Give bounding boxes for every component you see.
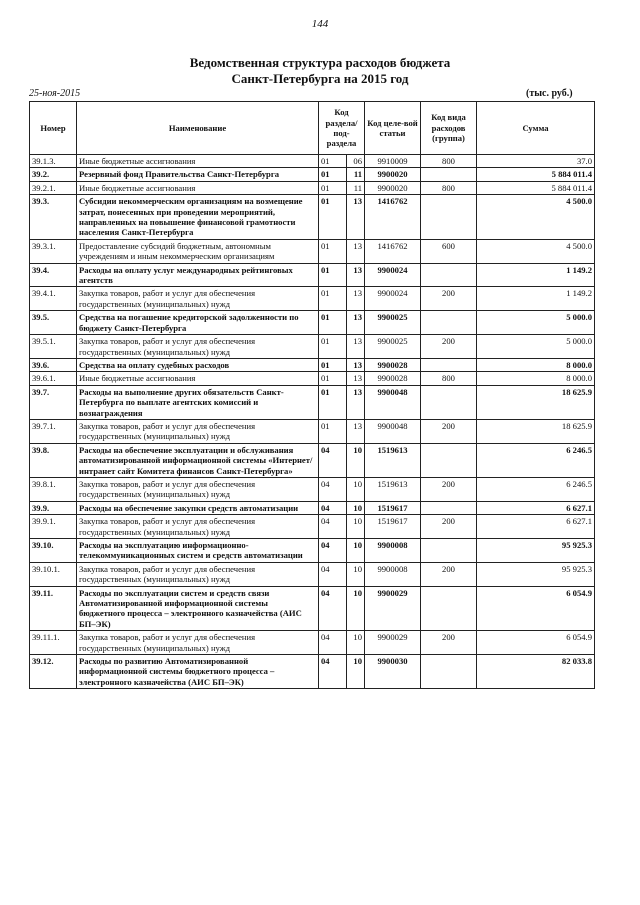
- cell-number: 39.6.: [30, 358, 77, 371]
- cell-section: 04: [319, 515, 347, 539]
- table-row: [30, 385, 595, 419]
- cell-subsection: 10: [347, 631, 365, 655]
- cell-section: 04: [319, 539, 347, 563]
- cell-target: 1519617: [365, 515, 421, 539]
- cell-target: 9900025: [365, 311, 421, 335]
- cell-subsection: 10: [347, 586, 365, 631]
- cell-number: 39.2.1.: [30, 181, 77, 194]
- cell-target: 1519613: [365, 443, 421, 477]
- cell-expense-type: [421, 443, 477, 477]
- cell-sum: 6 627.1: [477, 501, 595, 514]
- cell-name: Расходы по эксплуатации систем и средств связи Автоматизированной информационной системы бюджетного процесса – электронного казначейства (АИС БП–ЭК): [77, 586, 319, 631]
- cell-number: 39.2.: [30, 168, 77, 181]
- cell-name: Закупка товаров, работ и услуг для обеспечения государственных (муниципальных) нужд: [77, 515, 319, 539]
- cell-number: 39.4.: [30, 263, 77, 287]
- cell-expense-type: 200: [421, 335, 477, 359]
- cell-target: 9900020: [365, 181, 421, 194]
- cell-section: 04: [319, 501, 347, 514]
- cell-name: Иные бюджетные ассигнования: [77, 155, 319, 168]
- cell-name: Средства на погашение кредиторской задолженности по бюджету Санкт-Петербурга: [77, 311, 319, 335]
- cell-subsection: 11: [347, 181, 365, 194]
- cell-subsection: 10: [347, 501, 365, 514]
- cell-subsection: 13: [347, 263, 365, 287]
- cell-name: Субсидии некоммерческим организациям на возмещение затрат, понесенных при проведении мероприятий, направленных на повышение финансовой грамотности населения Санкт-Петербурга: [77, 195, 319, 240]
- cell-name: Закупка товаров, работ и услуг для обеспечения государственных (муниципальных) нужд: [77, 477, 319, 501]
- cell-target: 9900029: [365, 631, 421, 655]
- cell-target: 9900028: [365, 372, 421, 385]
- cell-section: 01: [319, 372, 347, 385]
- header-target: Код целе-вой статьи: [365, 102, 421, 155]
- cell-name: Средства на оплату судебных расходов: [77, 358, 319, 371]
- cell-name: Расходы на обеспечение закупки средств автоматизации: [77, 501, 319, 514]
- cell-subsection: 13: [347, 195, 365, 240]
- cell-sum: 5 000.0: [477, 311, 595, 335]
- cell-expense-type: 200: [421, 631, 477, 655]
- cell-expense-type: [421, 358, 477, 371]
- cell-expense-type: 800: [421, 181, 477, 194]
- cell-section: 01: [319, 155, 347, 168]
- cell-expense-type: 200: [421, 287, 477, 311]
- table-row: [30, 239, 595, 263]
- cell-name: Закупка товаров, работ и услуг для обеспечения государственных (муниципальных) нужд: [77, 335, 319, 359]
- table-row: [30, 287, 595, 311]
- cell-section: 01: [319, 385, 347, 419]
- cell-section: 04: [319, 477, 347, 501]
- table-row: [30, 539, 595, 563]
- cell-expense-type: [421, 501, 477, 514]
- cell-sum: 6 054.9: [477, 631, 595, 655]
- cell-name: Расходы на оплату услуг международных рейтинговых агентств: [77, 263, 319, 287]
- cell-sum: 6 246.5: [477, 443, 595, 477]
- cell-sum: 6 054.9: [477, 586, 595, 631]
- cell-section: 01: [319, 287, 347, 311]
- cell-sum: 37.0: [477, 155, 595, 168]
- cell-sum: 95 925.3: [477, 562, 595, 586]
- cell-sum: 82 033.8: [477, 655, 595, 689]
- cell-number: 39.3.: [30, 195, 77, 240]
- table-header-row: [30, 102, 595, 155]
- title-line-1: Ведомственная структура расходов бюджета: [189, 55, 451, 70]
- cell-expense-type: [421, 586, 477, 631]
- cell-name: Расходы на эксплуатацию информационно-телекоммуникационных систем и средств автоматизации: [77, 539, 319, 563]
- cell-number: 39.10.: [30, 539, 77, 563]
- cell-number: 39.11.1.: [30, 631, 77, 655]
- cell-expense-type: 200: [421, 477, 477, 501]
- cell-target: 9900024: [365, 287, 421, 311]
- cell-name: Закупка товаров, работ и услуг для обеспечения государственных (муниципальных) нужд: [77, 631, 319, 655]
- expenditure-table: [29, 101, 595, 689]
- cell-expense-type: [421, 168, 477, 181]
- cell-expense-type: [421, 263, 477, 287]
- cell-section: 01: [319, 263, 347, 287]
- table-row: [30, 419, 595, 443]
- cell-sum: 1 149.2: [477, 263, 595, 287]
- cell-section: 01: [319, 335, 347, 359]
- cell-sum: 4 500.0: [477, 239, 595, 263]
- cell-target: 9900048: [365, 419, 421, 443]
- cell-section: 01: [319, 168, 347, 181]
- cell-subsection: 13: [347, 385, 365, 419]
- cell-section: 01: [319, 239, 347, 263]
- header-sum: Сумма: [477, 102, 595, 155]
- cell-name: Предоставление субсидий бюджетным, автономным учреждениям и иным некоммерческим организациям: [77, 239, 319, 263]
- cell-expense-type: 200: [421, 419, 477, 443]
- units-label: (тыс. руб.): [526, 88, 573, 99]
- cell-target: 9900008: [365, 562, 421, 586]
- cell-section: 04: [319, 586, 347, 631]
- table-row: [30, 335, 595, 359]
- cell-target: 1416762: [365, 195, 421, 240]
- page-number: 144: [311, 18, 329, 30]
- table-row: [30, 655, 595, 689]
- cell-subsection: 10: [347, 443, 365, 477]
- cell-sum: 6 627.1: [477, 515, 595, 539]
- cell-number: 39.7.: [30, 385, 77, 419]
- cell-name: Расходы на выполнение других обязательств Санкт-Петербурга по выплате агентских комиссий и вознаграждения: [77, 385, 319, 419]
- cell-number: 39.8.: [30, 443, 77, 477]
- cell-number: 39.5.1.: [30, 335, 77, 359]
- cell-number: 39.11.: [30, 586, 77, 631]
- cell-section: 01: [319, 311, 347, 335]
- header-section: Код раздела/ под-раздела: [319, 102, 365, 155]
- table-row: [30, 195, 595, 240]
- table-row: [30, 263, 595, 287]
- cell-number: 39.3.1.: [30, 239, 77, 263]
- cell-expense-type: [421, 311, 477, 335]
- cell-sum: 6 246.5: [477, 477, 595, 501]
- cell-section: 04: [319, 631, 347, 655]
- cell-section: 04: [319, 443, 347, 477]
- document-title: [0, 55, 640, 87]
- cell-name: Закупка товаров, работ и услуг для обеспечения государственных (муниципальных) нужд: [77, 562, 319, 586]
- cell-target: 9910009: [365, 155, 421, 168]
- cell-expense-type: [421, 195, 477, 240]
- cell-target: 9900030: [365, 655, 421, 689]
- cell-name: Расходы по развитию Автоматизированной информационной системы бюджетного процесса – электронного казначейства (АИС БП–ЭК): [77, 655, 319, 689]
- cell-number: 39.5.: [30, 311, 77, 335]
- cell-target: 1416762: [365, 239, 421, 263]
- cell-subsection: 13: [347, 311, 365, 335]
- cell-target: 9900025: [365, 335, 421, 359]
- cell-number: 39.9.: [30, 501, 77, 514]
- table-row: [30, 311, 595, 335]
- table-row: [30, 155, 595, 168]
- cell-target: 9900008: [365, 539, 421, 563]
- cell-subsection: 10: [347, 539, 365, 563]
- table-row: [30, 515, 595, 539]
- cell-target: 9900024: [365, 263, 421, 287]
- cell-expense-type: [421, 385, 477, 419]
- cell-target: 1519617: [365, 501, 421, 514]
- table-row: [30, 477, 595, 501]
- cell-sum: 5 884 011.4: [477, 168, 595, 181]
- table-row: [30, 631, 595, 655]
- cell-expense-type: 200: [421, 515, 477, 539]
- cell-sum: 8 000.0: [477, 358, 595, 371]
- table-row: [30, 501, 595, 514]
- cell-sum: 4 500.0: [477, 195, 595, 240]
- cell-subsection: 13: [347, 239, 365, 263]
- cell-name: Иные бюджетные ассигнования: [77, 372, 319, 385]
- table-row: [30, 181, 595, 194]
- table-row: [30, 372, 595, 385]
- cell-number: 39.7.1.: [30, 419, 77, 443]
- cell-section: 01: [319, 181, 347, 194]
- cell-subsection: 13: [347, 358, 365, 371]
- cell-sum: 1 149.2: [477, 287, 595, 311]
- cell-section: 04: [319, 562, 347, 586]
- header-number: Номер: [30, 102, 77, 155]
- cell-expense-type: 200: [421, 562, 477, 586]
- table-row: [30, 443, 595, 477]
- cell-target: 9900048: [365, 385, 421, 419]
- table-row: [30, 586, 595, 631]
- cell-name: Закупка товаров, работ и услуг для обеспечения государственных (муниципальных) нужд: [77, 419, 319, 443]
- cell-number: 39.12.: [30, 655, 77, 689]
- cell-subsection: 06: [347, 155, 365, 168]
- cell-expense-type: 600: [421, 239, 477, 263]
- cell-section: 04: [319, 655, 347, 689]
- table-row: [30, 358, 595, 371]
- table-row: [30, 168, 595, 181]
- cell-target: 1519613: [365, 477, 421, 501]
- cell-name: Расходы на обеспечение эксплуатации и обслуживания автоматизированной информационной системы «Интернет/интранет сайт Комитета финансов Санкт-Петербурга»: [77, 443, 319, 477]
- cell-name: Резервный фонд Правительства Санкт-Петербурга: [77, 168, 319, 181]
- cell-subsection: 10: [347, 477, 365, 501]
- cell-sum: 5 000.0: [477, 335, 595, 359]
- cell-number: 39.6.1.: [30, 372, 77, 385]
- header-name: Наименование: [77, 102, 319, 155]
- cell-section: 01: [319, 195, 347, 240]
- cell-number: 39.4.1.: [30, 287, 77, 311]
- title-line-2: Санкт-Петербурга на 2015 год: [231, 71, 409, 86]
- cell-expense-type: [421, 539, 477, 563]
- cell-target: 9900020: [365, 168, 421, 181]
- cell-name: Закупка товаров, работ и услуг для обеспечения государственных (муниципальных) нужд: [77, 287, 319, 311]
- cell-sum: 5 884 011.4: [477, 181, 595, 194]
- document-date: 25-ноя-2015: [29, 88, 81, 99]
- cell-subsection: 13: [347, 335, 365, 359]
- cell-number: 39.10.1.: [30, 562, 77, 586]
- cell-subsection: 13: [347, 287, 365, 311]
- cell-number: 39.1.3.: [30, 155, 77, 168]
- cell-section: 01: [319, 419, 347, 443]
- cell-subsection: 10: [347, 655, 365, 689]
- cell-subsection: 13: [347, 372, 365, 385]
- cell-target: 9900028: [365, 358, 421, 371]
- cell-sum: 8 000.0: [477, 372, 595, 385]
- table-row: [30, 562, 595, 586]
- cell-subsection: 10: [347, 515, 365, 539]
- cell-sum: 95 925.3: [477, 539, 595, 563]
- cell-expense-type: 800: [421, 155, 477, 168]
- cell-subsection: 10: [347, 562, 365, 586]
- cell-section: 01: [319, 358, 347, 371]
- header-expense-type: Код вида расходов (группа): [421, 102, 477, 155]
- table-body: [30, 155, 595, 689]
- cell-subsection: 11: [347, 168, 365, 181]
- cell-subsection: 13: [347, 419, 365, 443]
- cell-name: Иные бюджетные ассигнования: [77, 181, 319, 194]
- cell-target: 9900029: [365, 586, 421, 631]
- cell-number: 39.8.1.: [30, 477, 77, 501]
- cell-sum: 18 625.9: [477, 385, 595, 419]
- cell-number: 39.9.1.: [30, 515, 77, 539]
- cell-sum: 18 625.9: [477, 419, 595, 443]
- cell-expense-type: [421, 655, 477, 689]
- cell-expense-type: 800: [421, 372, 477, 385]
